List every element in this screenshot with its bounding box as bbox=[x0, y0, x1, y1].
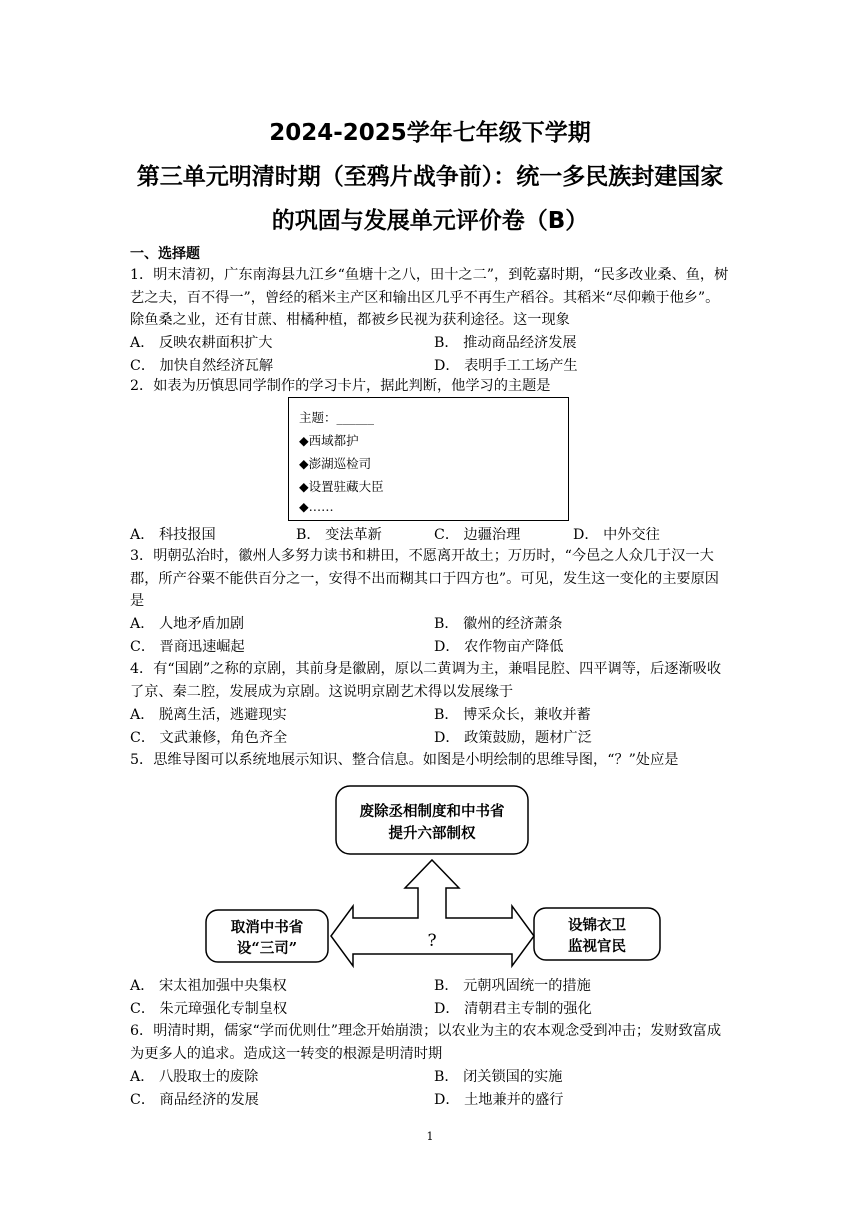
mind-map-left-text-1: 取消中书省 bbox=[230, 919, 304, 936]
question-2-option-a: A． 科技报国 bbox=[130, 527, 216, 543]
question-1-option-a: A． 反映农耕面积扩大 bbox=[130, 335, 273, 351]
question-6-option-a: A． 八股取士的废除 bbox=[130, 1069, 259, 1085]
question-2-option-b: B． 变法革新 bbox=[296, 527, 382, 543]
question-6-option-b: B． 闭关锁国的实施 bbox=[434, 1069, 563, 1085]
page-number: 1 bbox=[426, 1130, 434, 1143]
question-3-option-d: D． 农作物亩产降低 bbox=[434, 639, 564, 655]
study-card-item: ◆西域都护 bbox=[299, 433, 359, 448]
study-card-item: ◆设置驻藏大臣 bbox=[299, 479, 384, 494]
question-3-option-b: B． 徽州的经济萧条 bbox=[434, 616, 563, 632]
question-3-option-a: A． 人地矛盾加剧 bbox=[130, 616, 245, 632]
study-card-item: ◆澎湖巡检司 bbox=[299, 456, 372, 471]
question-6-option-c: C． 商品经济的发展 bbox=[130, 1092, 259, 1108]
mind-map-top-box bbox=[336, 786, 528, 854]
question-4-option-c: C． 文武兼修，角色齐全 bbox=[130, 730, 288, 746]
question-5-option-b: B． 元朝巩固统一的措施 bbox=[434, 978, 591, 994]
question-5-stem: 5．思维导图可以系统地展示知识、整合信息。如图是小明绘制的思维导图，“？”处应是 bbox=[130, 752, 679, 768]
question-5-option-d: D． 清朝君主专制的强化 bbox=[434, 1001, 592, 1017]
question-5-option-c: C． 朱元璋强化专制皇权 bbox=[130, 1001, 288, 1017]
question-4-option-d: D． 政策鼓励，题材广泛 bbox=[434, 730, 592, 746]
question-1-option-b: B． 推动商品经济发展 bbox=[434, 335, 577, 351]
document-title-line-1: 2024-2025学年七年级下学期 bbox=[269, 120, 591, 146]
document-title-line-2: 第三单元明清时期（至鸦片战争前）：统一多民族封建国家 bbox=[136, 164, 724, 190]
question-6-stem: 6．明清时期，儒家“学而优则仕”理念开始崩溃；以农业为主的农本观念受到冲击；发财致富成为更多人的追求。造成这一转变的根源是明清时期 bbox=[130, 1023, 722, 1062]
question-4-option-a: A． 脱离生活，逃避现实 bbox=[130, 707, 287, 723]
mind-map-top-text-1: 废除丞相制度和中书省 bbox=[359, 803, 505, 820]
mind-map-question-mark: ? bbox=[427, 931, 437, 951]
study-card-topic: 主题：______ bbox=[299, 410, 375, 425]
question-2-stem: 2．如表为历慎思同学制作的学习卡片，据此判断，他学习的主题是 bbox=[130, 378, 551, 394]
question-2-option-c: C． 边疆治理 bbox=[434, 527, 521, 543]
question-2-option-d: D． 中外交往 bbox=[573, 527, 660, 543]
question-1-option-d: D． 表明手工工场产生 bbox=[434, 358, 578, 374]
mind-map-top-text-2: 提升六部制权 bbox=[388, 825, 476, 842]
mind-map-right-text-2: 监视官民 bbox=[568, 938, 626, 955]
question-1-option-c: C． 加快自然经济瓦解 bbox=[130, 358, 274, 374]
question-6-option-d: D． 土地兼并的盛行 bbox=[434, 1092, 564, 1108]
mind-map-right-text-1: 设锦衣卫 bbox=[568, 917, 626, 934]
question-3-stem: 3．明朝弘治时，徽州人多努力读书和耕田，不愿离开故土；万历时，“今邑之人众几于汉一大郡，所产谷粟不能供百分之一，安得不出而糊其口于四方也”。可见，发生这一变化的主要原因是 bbox=[130, 548, 719, 610]
question-4-stem: 4．有“国剧”之称的京剧，其前身是徽剧，原以二黄调为主，兼唱昆腔、四平调等，后逐渐吸收了京、秦二腔，发展成为京剧。这说明京剧艺术得以发展缘于 bbox=[130, 661, 722, 700]
question-3-option-c: C． 晋商迅速崛起 bbox=[130, 639, 245, 655]
study-card bbox=[288, 397, 569, 521]
mind-map-diagram bbox=[200, 780, 670, 970]
question-1-stem: 1．明末清初，广东南海县九江乡“鱼塘十之八，田十之二”，到乾嘉时期，“民多改业桑、鱼，树艺之夫，百不得一”，曾经的稻米主产区和输出区几乎不再生产稻谷。其稻米“尽仰赖于他乡”。除鱼桑之业，还有甘蔗、柑橘种植，都被乡民视为获利途径。这一现象 bbox=[130, 267, 729, 329]
mind-map-left-text-2: 设“三司” bbox=[236, 940, 298, 957]
question-5-option-a: A． 宋太祖加强中央集权 bbox=[130, 978, 287, 994]
question-4-option-b: B． 博采众长，兼收并蓄 bbox=[434, 707, 591, 723]
document-title-line-3: 的巩固与发展单元评价卷（B） bbox=[271, 208, 589, 234]
study-card-item: ◆…… bbox=[299, 499, 334, 514]
section-heading: 一、选择题 bbox=[130, 246, 200, 262]
